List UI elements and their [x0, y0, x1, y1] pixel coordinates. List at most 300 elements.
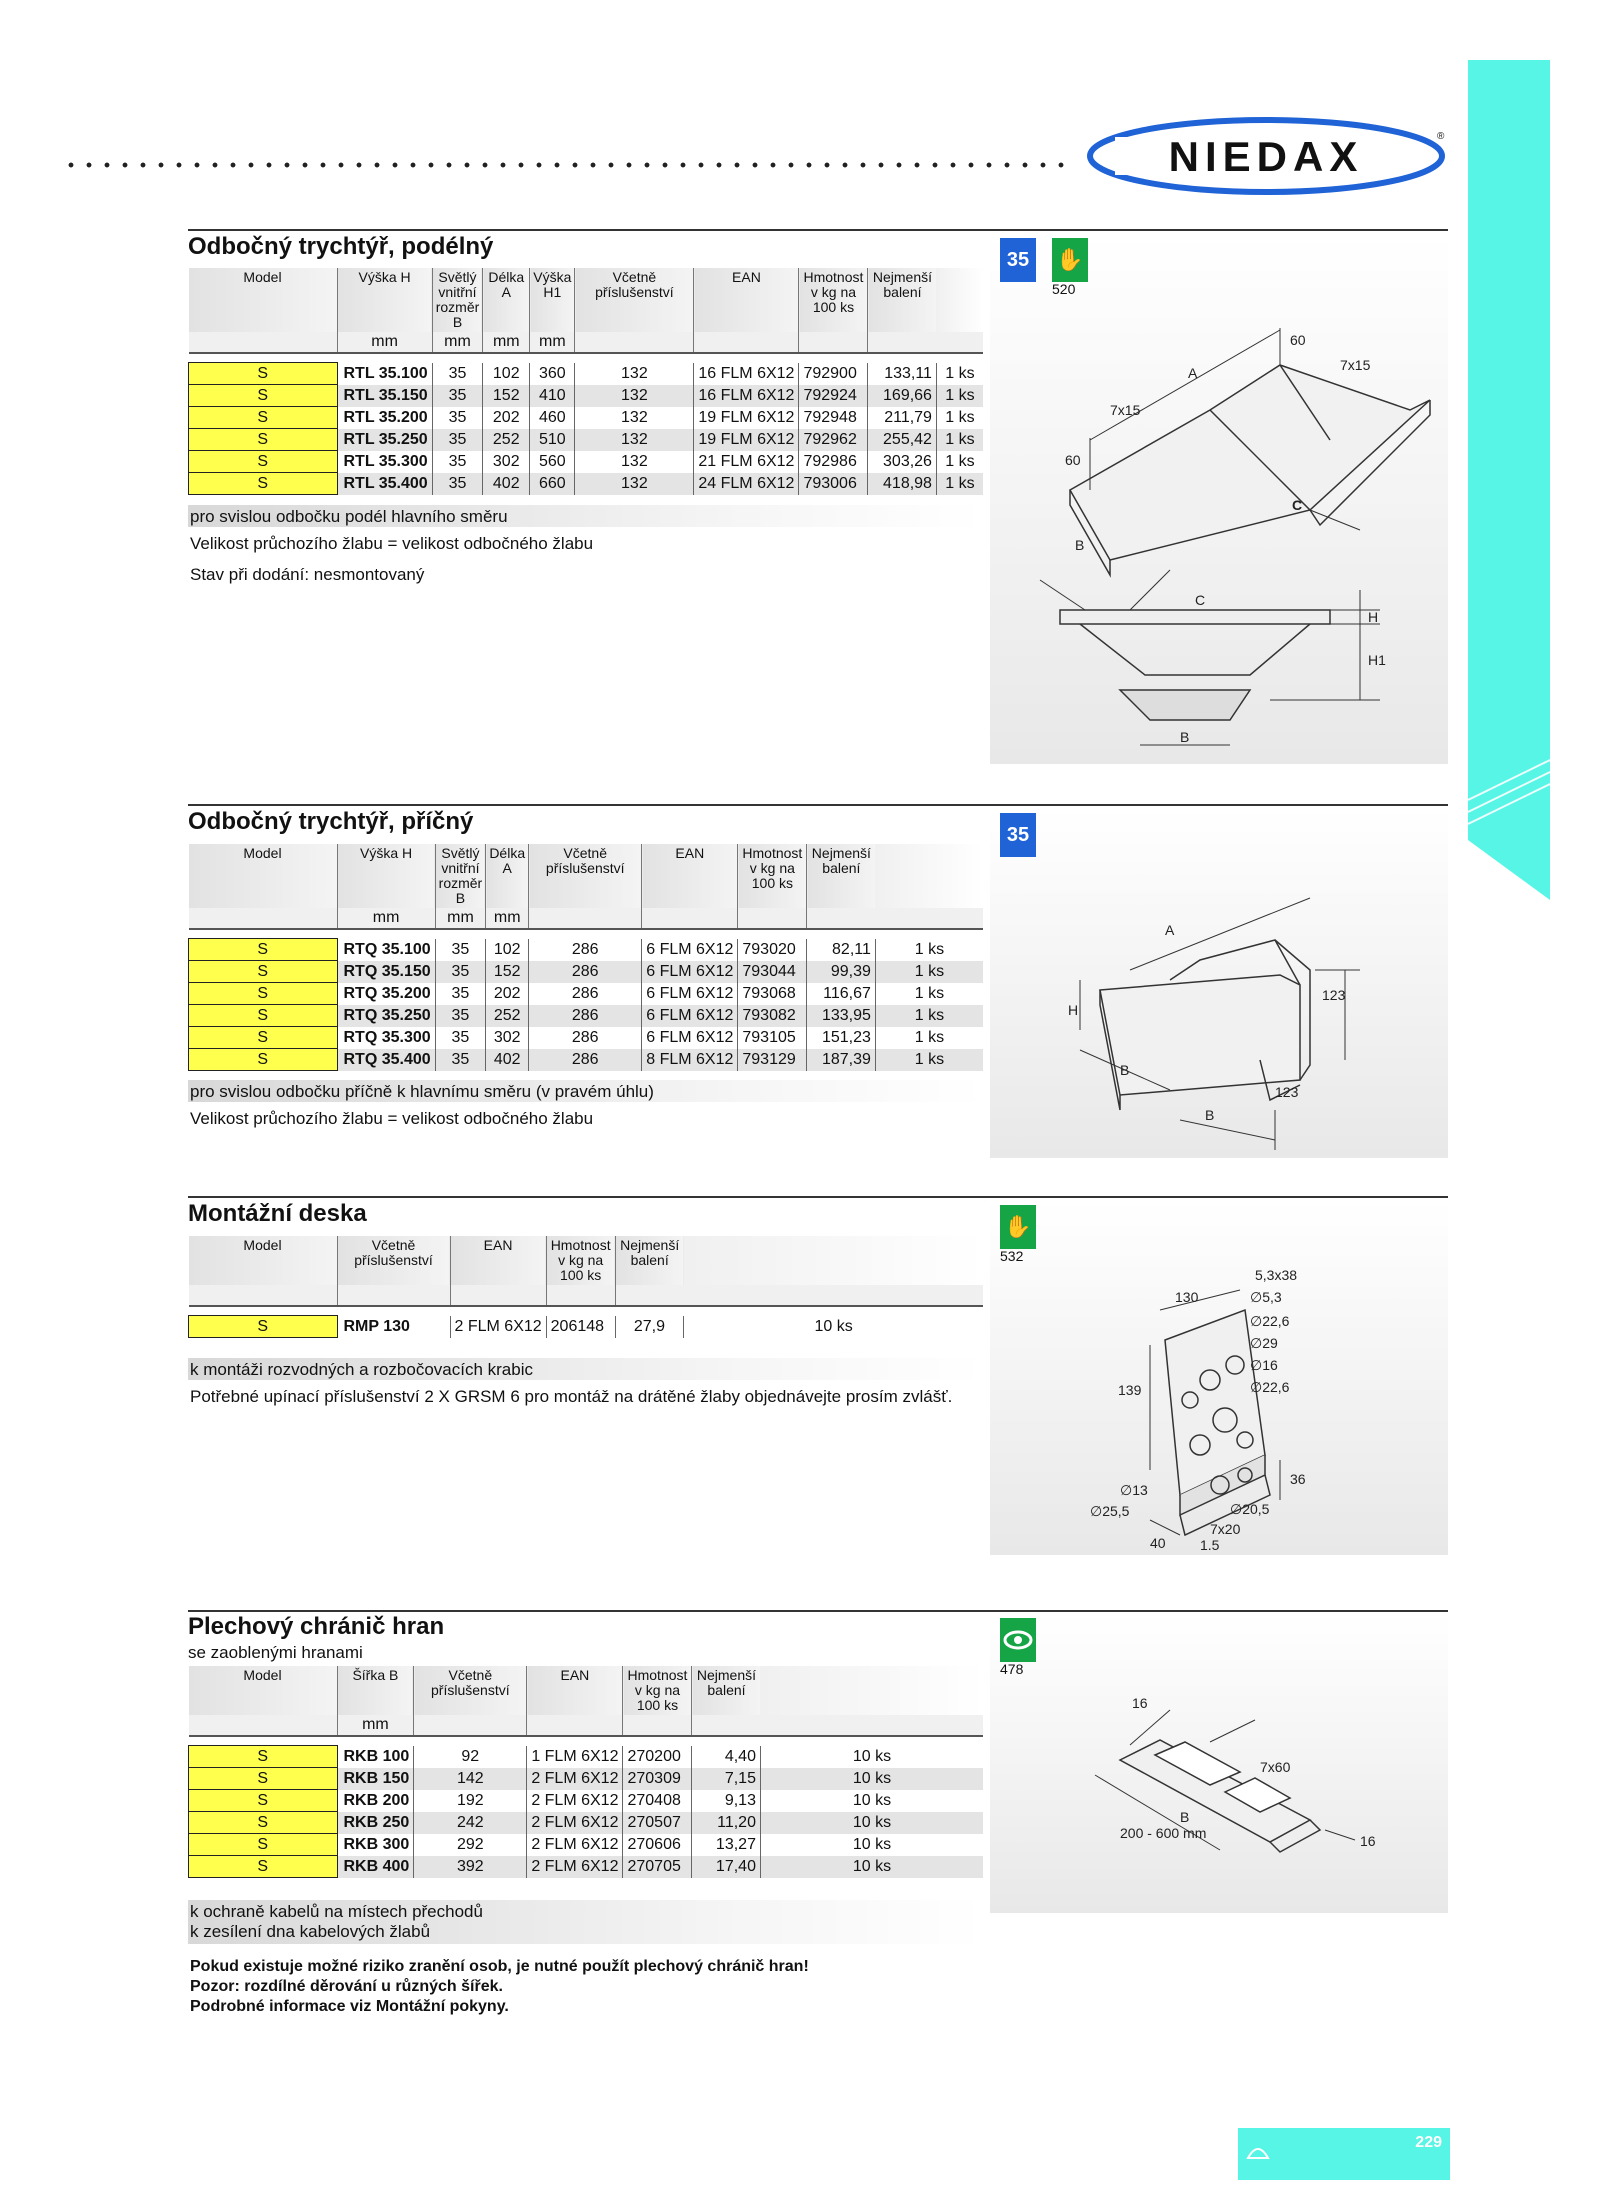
col-pack: Nejmenší balení	[692, 1666, 761, 1715]
cell: 116,67	[807, 983, 876, 1005]
dim-label: 7x60	[1260, 1759, 1291, 1775]
col-b: Světlý vnitřní rozměr B	[435, 844, 486, 908]
dim-label: C	[1292, 497, 1303, 513]
cell: 660	[530, 473, 575, 495]
cell: 35	[432, 363, 483, 385]
rtq-title: Odbočný trychtýř, příčný	[188, 808, 474, 835]
table-row	[189, 1790, 984, 1812]
cell: 1 ks	[936, 385, 983, 407]
eye-code: 478	[1000, 1661, 1024, 1677]
cell: 2 FLM 6X12	[450, 1316, 546, 1338]
stock-badge: S	[189, 1316, 338, 1338]
stock-badge: S	[189, 451, 338, 473]
table-row	[189, 385, 984, 407]
cell: 11,20	[692, 1812, 761, 1834]
stock-badge: S	[189, 1005, 338, 1027]
col-a: Délka A	[483, 268, 530, 332]
cell: 792986	[799, 451, 868, 473]
unit: mm	[483, 332, 530, 353]
col-weight: Hmotnost v kg na 100 ks	[738, 844, 807, 908]
table-row	[189, 961, 984, 983]
dim-label: 36	[1290, 1471, 1306, 1487]
model-cell: RTQ 35.400	[337, 1049, 435, 1071]
rmp-rows	[189, 1316, 984, 1338]
rmp-table	[188, 1236, 983, 1338]
col-weight: Hmotnost v kg na 100 ks	[546, 1236, 615, 1285]
dim-label: 130	[1175, 1289, 1199, 1305]
cell: 6 FLM 6X12	[642, 961, 738, 983]
stock-badge: S	[189, 473, 338, 495]
col-model: Model	[189, 1666, 338, 1715]
cell: 793082	[738, 1005, 807, 1027]
cell: 302	[486, 1027, 529, 1049]
cell: 792962	[799, 429, 868, 451]
cell: 1 ks	[875, 1049, 983, 1071]
dim-label: A	[1165, 922, 1175, 938]
cell: 35	[432, 473, 483, 495]
table-row	[189, 1834, 984, 1856]
dim-label: A	[1188, 365, 1198, 381]
unit: mm	[530, 332, 575, 353]
cell: 10 ks	[684, 1316, 983, 1338]
cell: 286	[529, 983, 642, 1005]
cell: 10 ks	[760, 1768, 983, 1790]
cell: 2 FLM 6X12	[527, 1790, 623, 1812]
dim-label: ∅5,3	[1250, 1289, 1282, 1305]
cell: 35	[435, 1049, 486, 1071]
dim-label: ∅22,6	[1250, 1313, 1290, 1329]
cell: 19 FLM 6X12	[694, 429, 799, 451]
cell: 460	[530, 407, 575, 429]
dim-label: ∅20,5	[1230, 1501, 1270, 1517]
cell: 793044	[738, 961, 807, 983]
dim-label: ∅25,5	[1090, 1503, 1130, 1519]
dim-label: 60	[1290, 332, 1306, 348]
cell: 102	[486, 939, 529, 961]
unit: mm	[432, 332, 483, 353]
cell: 132	[575, 363, 694, 385]
dim-label: 16	[1132, 1695, 1148, 1711]
dim-label: 139	[1118, 1382, 1142, 1398]
dim-label: ∅22,6	[1250, 1379, 1290, 1395]
cell: 92	[414, 1746, 527, 1768]
rtq-drawing	[1060, 880, 1440, 1150]
cell: 27,9	[615, 1316, 684, 1338]
cell: 10 ks	[760, 1856, 983, 1878]
rkb-table	[188, 1666, 983, 1878]
col-b: Šířka B	[337, 1666, 414, 1715]
cell: 292	[414, 1834, 527, 1856]
dim-label: B	[1180, 729, 1190, 745]
table-row	[189, 1316, 984, 1338]
cell: 418,98	[868, 473, 937, 495]
glove-icon: ✋	[1052, 238, 1088, 282]
dim-label: ∅16	[1250, 1357, 1278, 1373]
cell: 35	[435, 939, 486, 961]
model-cell: RTL 35.100	[343, 364, 428, 382]
cell: 1 ks	[875, 983, 983, 1005]
col-h: Výška H	[337, 844, 435, 908]
niedax-logo	[1085, 115, 1447, 197]
cell: 133,95	[807, 1005, 876, 1027]
rtl-note: Velikost průchozího žlabu = velikost odbočného žlabu	[190, 534, 594, 553]
cell: 132	[575, 451, 694, 473]
dim-label: H	[1068, 1002, 1079, 1018]
cell: 9,13	[692, 1790, 761, 1812]
cell: 7,15	[692, 1768, 761, 1790]
cell: 6 FLM 6X12	[642, 939, 738, 961]
cell: 270309	[623, 1768, 692, 1790]
side-tab	[1468, 60, 1550, 900]
table-row	[189, 1049, 984, 1071]
rmp-title: Montážní deska	[188, 1200, 367, 1227]
table-row	[189, 407, 984, 429]
rtq-table	[188, 844, 983, 1071]
rkb-rows	[189, 1746, 984, 1878]
cell: 286	[529, 1027, 642, 1049]
unit: mm	[337, 908, 435, 929]
cell: 303,26	[868, 451, 937, 473]
cell: 270408	[623, 1790, 692, 1812]
stock-badge: S	[189, 1812, 338, 1834]
cell: 255,42	[868, 429, 937, 451]
cell: 1 ks	[936, 473, 983, 495]
cell: 132	[575, 407, 694, 429]
cell: 132	[575, 385, 694, 407]
model-cell: RKB 400	[337, 1856, 414, 1878]
cell: 35	[432, 407, 483, 429]
cell: 286	[529, 939, 642, 961]
rtl-table	[188, 268, 983, 495]
cell: 792900	[799, 363, 868, 385]
model-cell: RKB 300	[343, 1835, 410, 1853]
glove-code: 520	[1052, 281, 1076, 297]
rkb-subtitle: se zaoblenými hranami	[188, 1643, 363, 1662]
rkb-warning: Podrobné informace viz Montážní pokyny.	[190, 1998, 509, 2015]
table-row	[189, 473, 984, 495]
cell: 99,39	[807, 961, 876, 983]
cell: 270507	[623, 1812, 692, 1834]
stock-badge: S	[189, 1834, 338, 1856]
cell: 6 FLM 6X12	[642, 1027, 738, 1049]
cell: 16 FLM 6X12	[694, 363, 799, 385]
cell: 151,23	[807, 1027, 876, 1049]
height-35-icon	[1000, 813, 1036, 857]
col-model: Model	[189, 1236, 338, 1285]
badge-label: 35	[1006, 824, 1030, 846]
unit: mm	[486, 908, 529, 929]
col-h: Výška H	[337, 268, 432, 332]
rmp-note: Potřebné upínací příslušenství 2 X GRSM 6 pro montáž na drátěné žlaby objednávejte prosím zvlášť.	[190, 1387, 953, 1406]
cell: 21 FLM 6X12	[694, 451, 799, 473]
stock-badge: S	[189, 939, 338, 961]
dim-label: 123	[1322, 987, 1346, 1003]
unit: mm	[337, 332, 432, 353]
unit: mm	[435, 908, 486, 929]
dim-label: 40	[1150, 1535, 1166, 1550]
cell: 102	[483, 363, 530, 385]
dim-label: 7x15	[1340, 357, 1371, 373]
dim-label: 1.5	[1200, 1537, 1220, 1550]
dim-label: ∅13	[1120, 1482, 1148, 1498]
col-ean: EAN	[450, 1236, 546, 1285]
stock-badge: S	[189, 1768, 338, 1790]
col-model: Model	[189, 268, 338, 332]
cell: 793006	[799, 473, 868, 495]
cell: 6 FLM 6X12	[642, 1005, 738, 1027]
rtq-note: Velikost průchozího žlabu = velikost odbočného žlabu	[190, 1109, 594, 1128]
rtl-drawing	[1030, 300, 1440, 760]
stock-badge: S	[189, 1746, 338, 1768]
col-pack: Nejmenší balení	[807, 844, 876, 908]
cell: 1 FLM 6X12	[527, 1746, 623, 1768]
rmp-note: k montáži rozvodných a rozbočovacích krabic	[190, 1360, 533, 1379]
badge-label: 35	[1006, 249, 1030, 271]
cell: 35	[435, 961, 486, 983]
table-row	[189, 1812, 984, 1834]
cell: 35	[432, 429, 483, 451]
model-cell: RTQ 35.300	[343, 1028, 431, 1046]
cell: 132	[575, 429, 694, 451]
cell: 402	[486, 1049, 529, 1071]
cell: 169,66	[868, 385, 937, 407]
cell: 152	[483, 385, 530, 407]
stock-badge: S	[189, 1027, 338, 1049]
cell: 4,40	[692, 1746, 761, 1768]
stock-badge: S	[189, 429, 338, 451]
cell: 252	[483, 429, 530, 451]
model-cell: RTL 35.200	[343, 408, 428, 426]
cell: 35	[432, 451, 483, 473]
svg-text:®: ®	[1437, 131, 1445, 142]
cell: 202	[486, 983, 529, 1005]
cell: 1 ks	[875, 1027, 983, 1049]
col-pack: Nejmenší balení	[615, 1236, 684, 1285]
rkb-warning: Pozor: rozdílné děrování u různých šířek.	[190, 1978, 503, 1995]
cell: 35	[435, 1005, 486, 1027]
model-cell: RTQ 35.200	[343, 984, 431, 1002]
cell: 2 FLM 6X12	[527, 1856, 623, 1878]
col-model: Model	[189, 844, 338, 908]
rkb-warning: Pokud existuje možné riziko zranění osob, je nutné použít plechový chránič hran!	[190, 1958, 809, 1975]
stock-badge: S	[189, 961, 338, 983]
cell: 1 ks	[875, 1005, 983, 1027]
cell: 410	[530, 385, 575, 407]
cell: 402	[483, 473, 530, 495]
cell: 560	[530, 451, 575, 473]
rkb-note: k zesílení dna kabelových žlabů	[190, 1922, 431, 1941]
rtq-rows	[189, 939, 984, 1071]
cell: 242	[414, 1812, 527, 1834]
glove-icon: ✋	[1000, 1205, 1036, 1249]
rtl-note: Stav při dodání: nesmontovaný	[190, 565, 425, 584]
col-weight: Hmotnost v kg na 100 ks	[799, 268, 868, 332]
dim-label: 60	[1065, 452, 1081, 468]
cell: 270200	[623, 1746, 692, 1768]
table-row	[189, 1746, 984, 1768]
col-acc: Včetně příslušenství	[529, 844, 642, 908]
header-dotted-line	[62, 160, 1072, 170]
cell: 17,40	[692, 1856, 761, 1878]
dim-label: 123	[1275, 1084, 1299, 1100]
svg-text:NIEDAX: NIEDAX	[1168, 133, 1364, 180]
cell: 270705	[623, 1856, 692, 1878]
col-pack: Nejmenší balení	[868, 268, 937, 332]
cell: 82,11	[807, 939, 876, 961]
col-b: Světlý vnitřní rozměr B	[432, 268, 483, 332]
table-row	[189, 429, 984, 451]
rkb-note: k ochraně kabelů na místech přechodů	[190, 1902, 483, 1921]
dim-label: H	[1368, 609, 1379, 625]
cell: 24 FLM 6X12	[694, 473, 799, 495]
eye-icon	[1000, 1618, 1036, 1662]
dim-label: B	[1075, 537, 1085, 553]
col-h1: Výška H1	[530, 268, 575, 332]
cell: 286	[529, 961, 642, 983]
dim-label: B	[1205, 1107, 1215, 1123]
col-acc: Včetně příslušenství	[575, 268, 694, 332]
col-ean: EAN	[694, 268, 799, 332]
cell: 8 FLM 6X12	[642, 1049, 738, 1071]
rkb-top-line	[188, 1610, 1448, 1612]
cell: 792924	[799, 385, 868, 407]
model-cell: RMP 130	[343, 1317, 410, 1335]
height-35-icon	[1000, 238, 1036, 282]
dim-label: 16	[1360, 1833, 1376, 1849]
cell: 2 FLM 6X12	[527, 1834, 623, 1856]
stock-badge: S	[189, 385, 338, 407]
page-number-box	[1238, 2128, 1450, 2180]
dim-label: C	[1195, 592, 1206, 608]
cell: 793068	[738, 983, 807, 1005]
cell: 252	[486, 1005, 529, 1027]
cell: 270606	[623, 1834, 692, 1856]
table-row	[189, 451, 984, 473]
cell: 1 ks	[936, 363, 983, 385]
cell: 1 ks	[936, 407, 983, 429]
cell: 1 ks	[875, 939, 983, 961]
cell: 6 FLM 6X12	[642, 983, 738, 1005]
dim-label: B	[1180, 1809, 1190, 1825]
dim-label: 200 - 600 mm	[1120, 1825, 1207, 1841]
cell: 793105	[738, 1027, 807, 1049]
rtl-title: Odbočný trychtýř, podélný	[188, 233, 494, 260]
cell: 35	[435, 1027, 486, 1049]
dim-label: H1	[1368, 652, 1386, 668]
table-row	[189, 1856, 984, 1878]
cell: 10 ks	[760, 1746, 983, 1768]
cell: 10 ks	[760, 1834, 983, 1856]
model-cell: RKB 250	[337, 1812, 414, 1834]
stock-badge: S	[189, 1049, 338, 1071]
model-cell: RTL 35.400	[337, 473, 432, 495]
model-cell: RKB 100	[343, 1747, 410, 1765]
rmp-top-line	[188, 1196, 1448, 1198]
cell: 1 ks	[936, 429, 983, 451]
page-number: 229	[1415, 2134, 1442, 2151]
cell: 793020	[738, 939, 807, 961]
col-a: Délka A	[486, 844, 529, 908]
model-cell: RTQ 35.250	[337, 1005, 435, 1027]
cell: 792948	[799, 407, 868, 429]
glove-code: 532	[1000, 1248, 1024, 1264]
rtq-top-line	[188, 804, 1448, 806]
cell: 142	[414, 1768, 527, 1790]
dim-label: B	[1120, 1062, 1130, 1078]
stock-badge: S	[189, 407, 338, 429]
stock-badge: S	[189, 983, 338, 1005]
cell: 286	[529, 1005, 642, 1027]
cell: 2 FLM 6X12	[527, 1768, 623, 1790]
cell: 1 ks	[936, 451, 983, 473]
cell: 13,27	[692, 1834, 761, 1856]
cell: 187,39	[807, 1049, 876, 1071]
col-acc: Včetně příslušenství	[337, 1236, 450, 1285]
cell: 10 ks	[760, 1812, 983, 1834]
cell: 206148	[546, 1316, 615, 1338]
model-cell: RTL 35.150	[337, 385, 432, 407]
stock-badge: S	[189, 1790, 338, 1812]
table-row	[189, 939, 984, 961]
dim-label: 7x15	[1110, 402, 1141, 418]
model-cell: RKB 200	[343, 1791, 410, 1809]
cell: 10 ks	[760, 1790, 983, 1812]
cell: 133,11	[868, 363, 937, 385]
rkb-drawing	[1080, 1680, 1420, 1880]
rtl-rows	[189, 363, 984, 495]
table-row	[189, 363, 984, 385]
cell: 510	[530, 429, 575, 451]
rkb-title: Plechový chránič hran	[188, 1613, 445, 1640]
stock-badge: S	[189, 363, 338, 385]
cell: 360	[530, 363, 575, 385]
table-row	[189, 1005, 984, 1027]
rtl-top-line	[188, 229, 1448, 231]
model-cell: RTL 35.300	[343, 452, 428, 470]
cell: 16 FLM 6X12	[694, 385, 799, 407]
cell: 202	[483, 407, 530, 429]
col-acc: Včetně příslušenství	[414, 1666, 527, 1715]
cell: 35	[435, 983, 486, 1005]
recycle-icon	[1244, 2138, 1272, 2166]
col-ean: EAN	[527, 1666, 623, 1715]
rtl-note: pro svislou odbočku podél hlavního směru	[190, 507, 508, 526]
stock-badge: S	[189, 1856, 338, 1878]
col-weight: Hmotnost v kg na 100 ks	[623, 1666, 692, 1715]
rmp-drawing	[1090, 1270, 1330, 1550]
cell: 302	[483, 451, 530, 473]
dim-label: ∅29	[1250, 1335, 1278, 1351]
dim-label: 7x20	[1210, 1521, 1241, 1537]
cell: 2 FLM 6X12	[527, 1812, 623, 1834]
dim-label: 5,3x38	[1255, 1270, 1298, 1283]
table-row	[189, 1768, 984, 1790]
cell: 152	[486, 961, 529, 983]
cell: 392	[414, 1856, 527, 1878]
cell: 286	[529, 1049, 642, 1071]
cell: 793129	[738, 1049, 807, 1071]
unit: mm	[337, 1715, 414, 1736]
cell: 1 ks	[875, 961, 983, 983]
col-ean: EAN	[642, 844, 738, 908]
cell: 19 FLM 6X12	[694, 407, 799, 429]
model-cell: RTQ 35.100	[343, 940, 431, 958]
cell: 35	[432, 385, 483, 407]
model-cell: RTQ 35.150	[337, 961, 435, 983]
table-row	[189, 1027, 984, 1049]
cell: 192	[414, 1790, 527, 1812]
cell: 211,79	[868, 407, 937, 429]
